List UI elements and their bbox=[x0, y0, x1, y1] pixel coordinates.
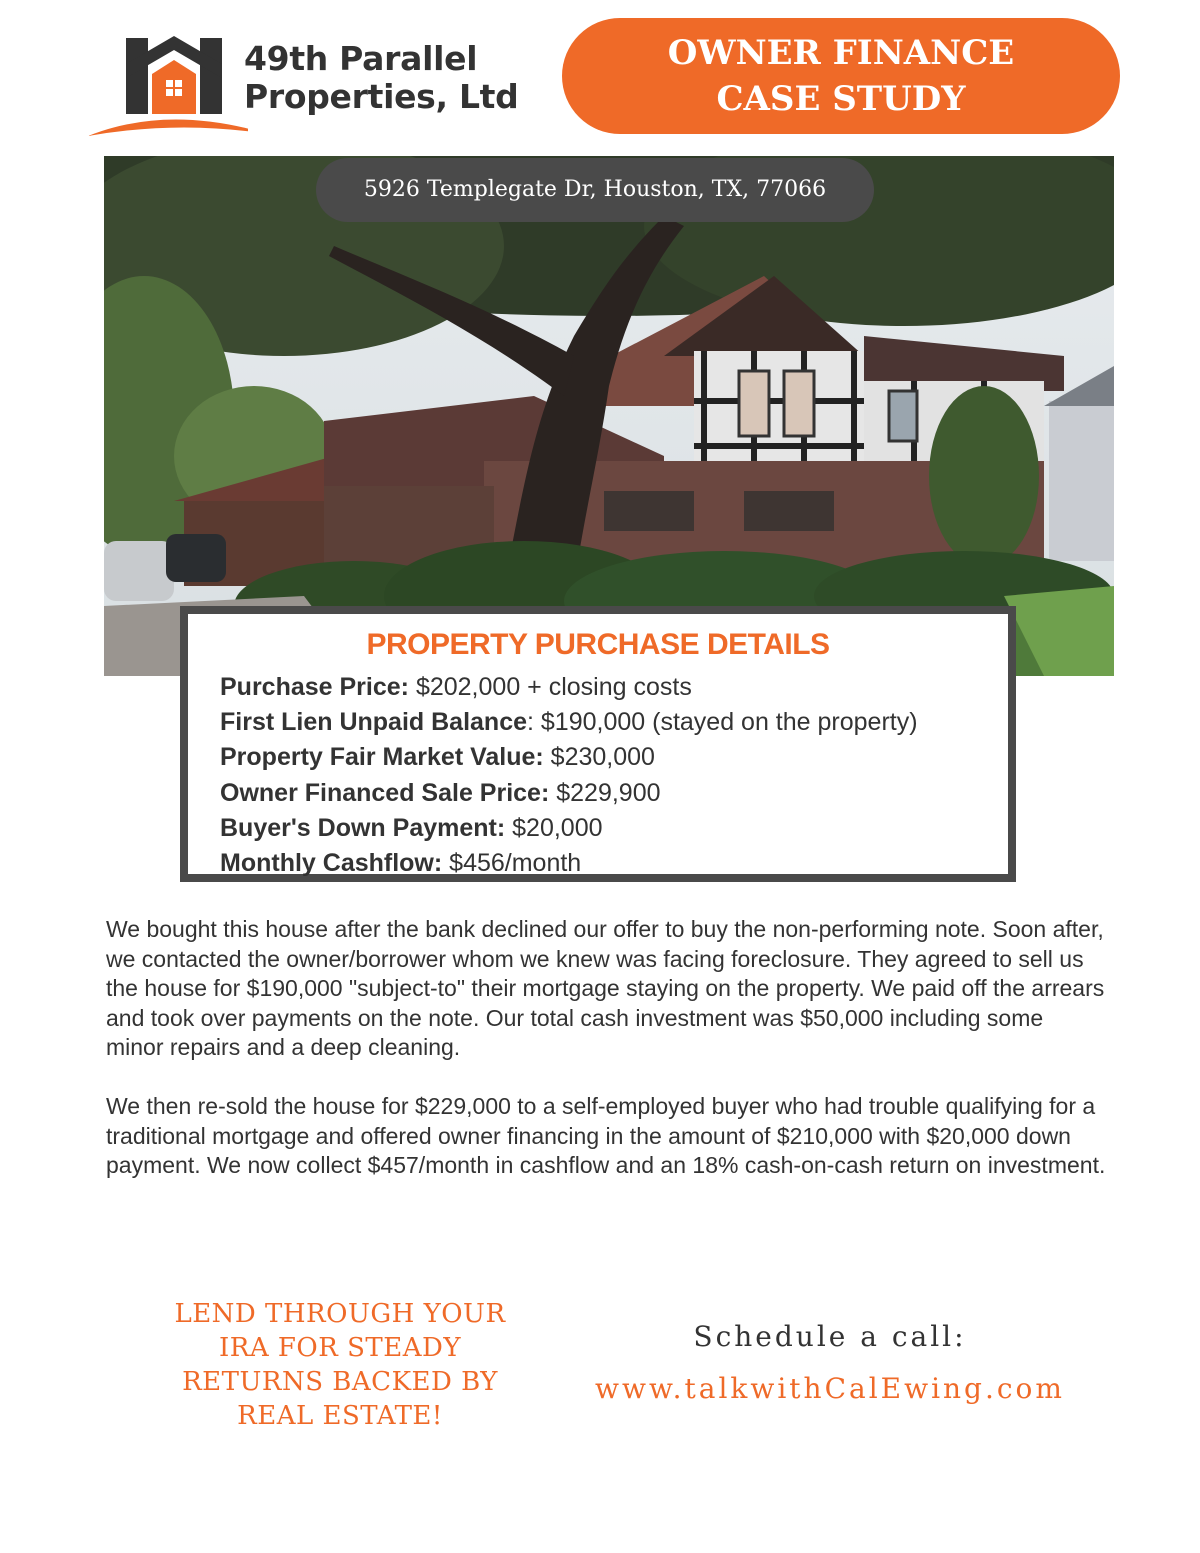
detail-monthly-cashflow bbox=[220, 846, 1008, 881]
detail-down-payment bbox=[220, 811, 1008, 846]
detail-value: : $190,000 (stayed on the property) bbox=[527, 708, 918, 737]
company-name-line1: 49th Parallel bbox=[244, 39, 478, 78]
property-address: 5926 Templegate Dr, Houston, TX, 77066 bbox=[316, 158, 874, 222]
house-logo-icon bbox=[88, 34, 248, 144]
purchase-details-content bbox=[188, 614, 1008, 878]
property-photo bbox=[104, 156, 1114, 676]
detail-fair-market-value bbox=[220, 740, 1008, 775]
detail-label: Buyer's Down Payment: bbox=[220, 813, 506, 842]
detail-label: Purchase Price: bbox=[220, 673, 409, 701]
case-study-banner bbox=[562, 18, 1120, 134]
company-name bbox=[244, 40, 518, 116]
detail-value: $230,000 bbox=[543, 743, 655, 772]
website-link[interactable]: www.talkwithCalEwing.com bbox=[595, 1372, 1065, 1405]
detail-label: Property Fair Market Value: bbox=[220, 743, 544, 772]
detail-sale-price bbox=[220, 776, 1008, 811]
detail-purchase-price bbox=[220, 670, 1008, 705]
purchase-details-title: PROPERTY PURCHASE DETAILS bbox=[366, 628, 830, 661]
banner-line1: OWNER FINANCE bbox=[667, 33, 1015, 73]
ira-lending-callout: LEND THROUGH YOUR IRA FOR STEADY RETURNS BACKED BY REAL ESTATE! bbox=[174, 1299, 506, 1431]
detail-label: First Lien Unpaid Balance bbox=[220, 708, 528, 737]
house-photo-illustration bbox=[104, 156, 1114, 676]
case-study-paragraph-2: We then re-sold the house for $229,000 to a self-employed buyer who had trouble qualifying for a traditional mortgage and offered owner financing in the amount of $210,000 with $20,000 down payment. We now collect $457/month in cashflow and an 18% cash-on-cash return on investment. bbox=[106, 1093, 1106, 1179]
detail-label: Owner Financed Sale Price: bbox=[220, 778, 550, 807]
detail-label: Monthly Cashflow: bbox=[220, 849, 443, 878]
detail-value: $229,900 bbox=[549, 778, 661, 807]
company-name-line2: Properties, Ltd bbox=[244, 77, 519, 116]
detail-value: $456/month bbox=[442, 849, 582, 878]
detail-first-lien bbox=[220, 705, 1008, 740]
case-study-paragraph-1: We bought this house after the bank declined our offer to buy the non-performing note. Soon after, we contacted the owner/borrower whom we knew was facing foreclosure. They agreed to sell us the house for $190,000 "subject-to" their mortgage staying on the property. We paid off the arrears and took over payments on the note. Our total cash investment was $50,000 including some minor repairs and a deep cleaning. bbox=[106, 916, 1105, 1061]
banner-line2: CASE STUDY bbox=[716, 79, 966, 119]
company-logo bbox=[88, 34, 548, 144]
purchase-details-box bbox=[180, 606, 1016, 882]
detail-value: $202,000 + closing costs bbox=[409, 673, 692, 701]
detail-value: $20,000 bbox=[505, 813, 603, 842]
schedule-call-label: Schedule a call: bbox=[693, 1320, 967, 1353]
